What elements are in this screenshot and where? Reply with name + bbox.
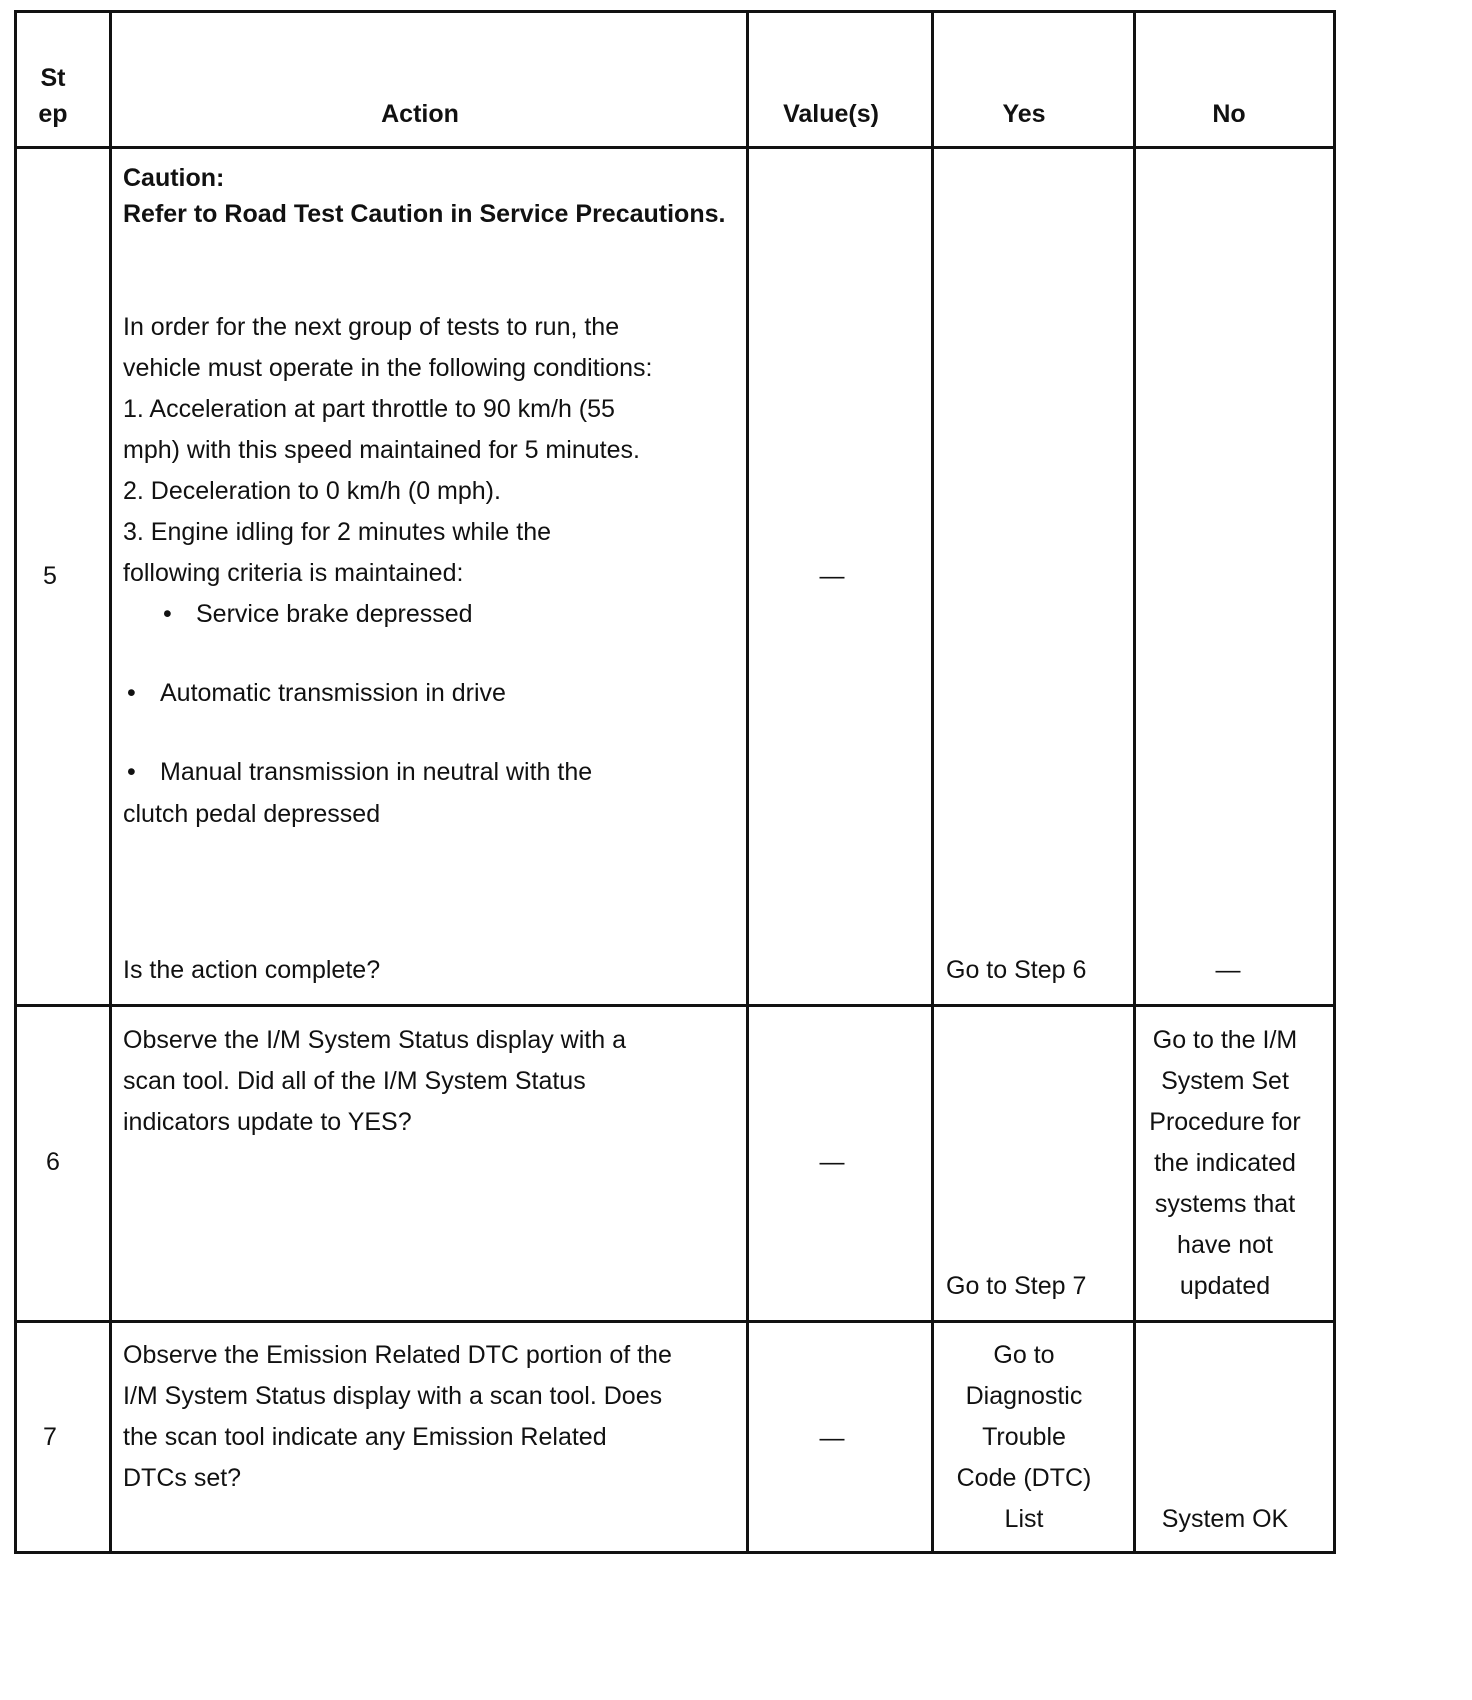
action-question: Is the action complete? xyxy=(123,956,381,984)
bullet-icon: • xyxy=(127,679,136,707)
header-no: No xyxy=(1212,100,1246,128)
header-action: Action xyxy=(381,100,459,128)
header-step-line1: St xyxy=(40,64,66,92)
bullet-item-service-brake: Service brake depressed xyxy=(196,600,473,628)
no-dash: — xyxy=(1215,956,1241,984)
row-divider xyxy=(17,1004,1333,1007)
step-number-6: 6 xyxy=(46,1148,60,1176)
no-line: System Set xyxy=(1161,1067,1289,1095)
no-line: have not xyxy=(1177,1231,1273,1259)
yes-line: Code (DTC) xyxy=(956,1464,1092,1492)
no-line: Procedure for xyxy=(1149,1108,1301,1136)
action-line: In order for the next group of tests to run, the xyxy=(123,313,620,341)
header-values: Value(s) xyxy=(783,100,879,128)
header-step-line2: ep xyxy=(38,100,68,128)
no-line: systems that xyxy=(1154,1190,1296,1218)
action-line: following criteria is maintained: xyxy=(123,559,464,587)
value-dash: — xyxy=(819,1148,845,1176)
step-number-5: 5 xyxy=(43,562,57,590)
action-line: I/M System Status display with a scan tool. Does xyxy=(123,1382,663,1410)
no-line: updated xyxy=(1179,1272,1271,1300)
action-line: 2. Deceleration to 0 km/h (0 mph). xyxy=(123,477,501,505)
action-line: Observe the I/M System Status display with a xyxy=(123,1026,626,1054)
row-divider xyxy=(17,146,1333,149)
row-divider xyxy=(17,1320,1333,1323)
action-line: DTCs set? xyxy=(123,1464,242,1492)
action-line: Observe the Emission Related DTC portion of the xyxy=(123,1341,672,1369)
yes-line: Trouble xyxy=(982,1423,1066,1451)
action-line: indicators update to YES? xyxy=(123,1108,412,1136)
action-line: scan tool. Did all of the I/M System Status xyxy=(123,1067,586,1095)
bullet-icon: • xyxy=(163,600,172,628)
action-line: vehicle must operate in the following conditions: xyxy=(123,354,653,382)
yes-line: Go to xyxy=(993,1341,1055,1369)
yes-line: List xyxy=(1004,1505,1044,1533)
bullet-item-manual-transmission-cont: clutch pedal depressed xyxy=(123,800,381,828)
no-line: Go to the I/M xyxy=(1152,1026,1298,1054)
bullet-item-automatic-transmission: Automatic transmission in drive xyxy=(160,679,506,707)
value-dash: — xyxy=(819,1424,845,1452)
no-system-ok: System OK xyxy=(1161,1505,1289,1533)
yes-line: Diagnostic xyxy=(965,1382,1083,1410)
step-number-7: 7 xyxy=(43,1423,57,1451)
yes-go-to-step-7: Go to Step 7 xyxy=(946,1272,1087,1300)
bullet-item-manual-transmission: Manual transmission in neutral with the xyxy=(160,758,593,786)
header-yes: Yes xyxy=(1002,100,1046,128)
action-line: the scan tool indicate any Emission Related xyxy=(123,1423,607,1451)
bullet-icon: • xyxy=(127,758,136,786)
caution-title: Caution: xyxy=(123,164,225,192)
yes-go-to-step-6: Go to Step 6 xyxy=(946,956,1087,984)
no-line: the indicated xyxy=(1154,1149,1296,1177)
value-dash: — xyxy=(819,562,845,590)
action-line: mph) with this speed maintained for 5 minutes. xyxy=(123,436,640,464)
action-line: 3. Engine idling for 2 minutes while the xyxy=(123,518,552,546)
action-line: 1. Acceleration at part throttle to 90 km/h (55 xyxy=(123,395,615,423)
caution-text: Refer to Road Test Caution in Service Precautions. xyxy=(123,200,726,228)
